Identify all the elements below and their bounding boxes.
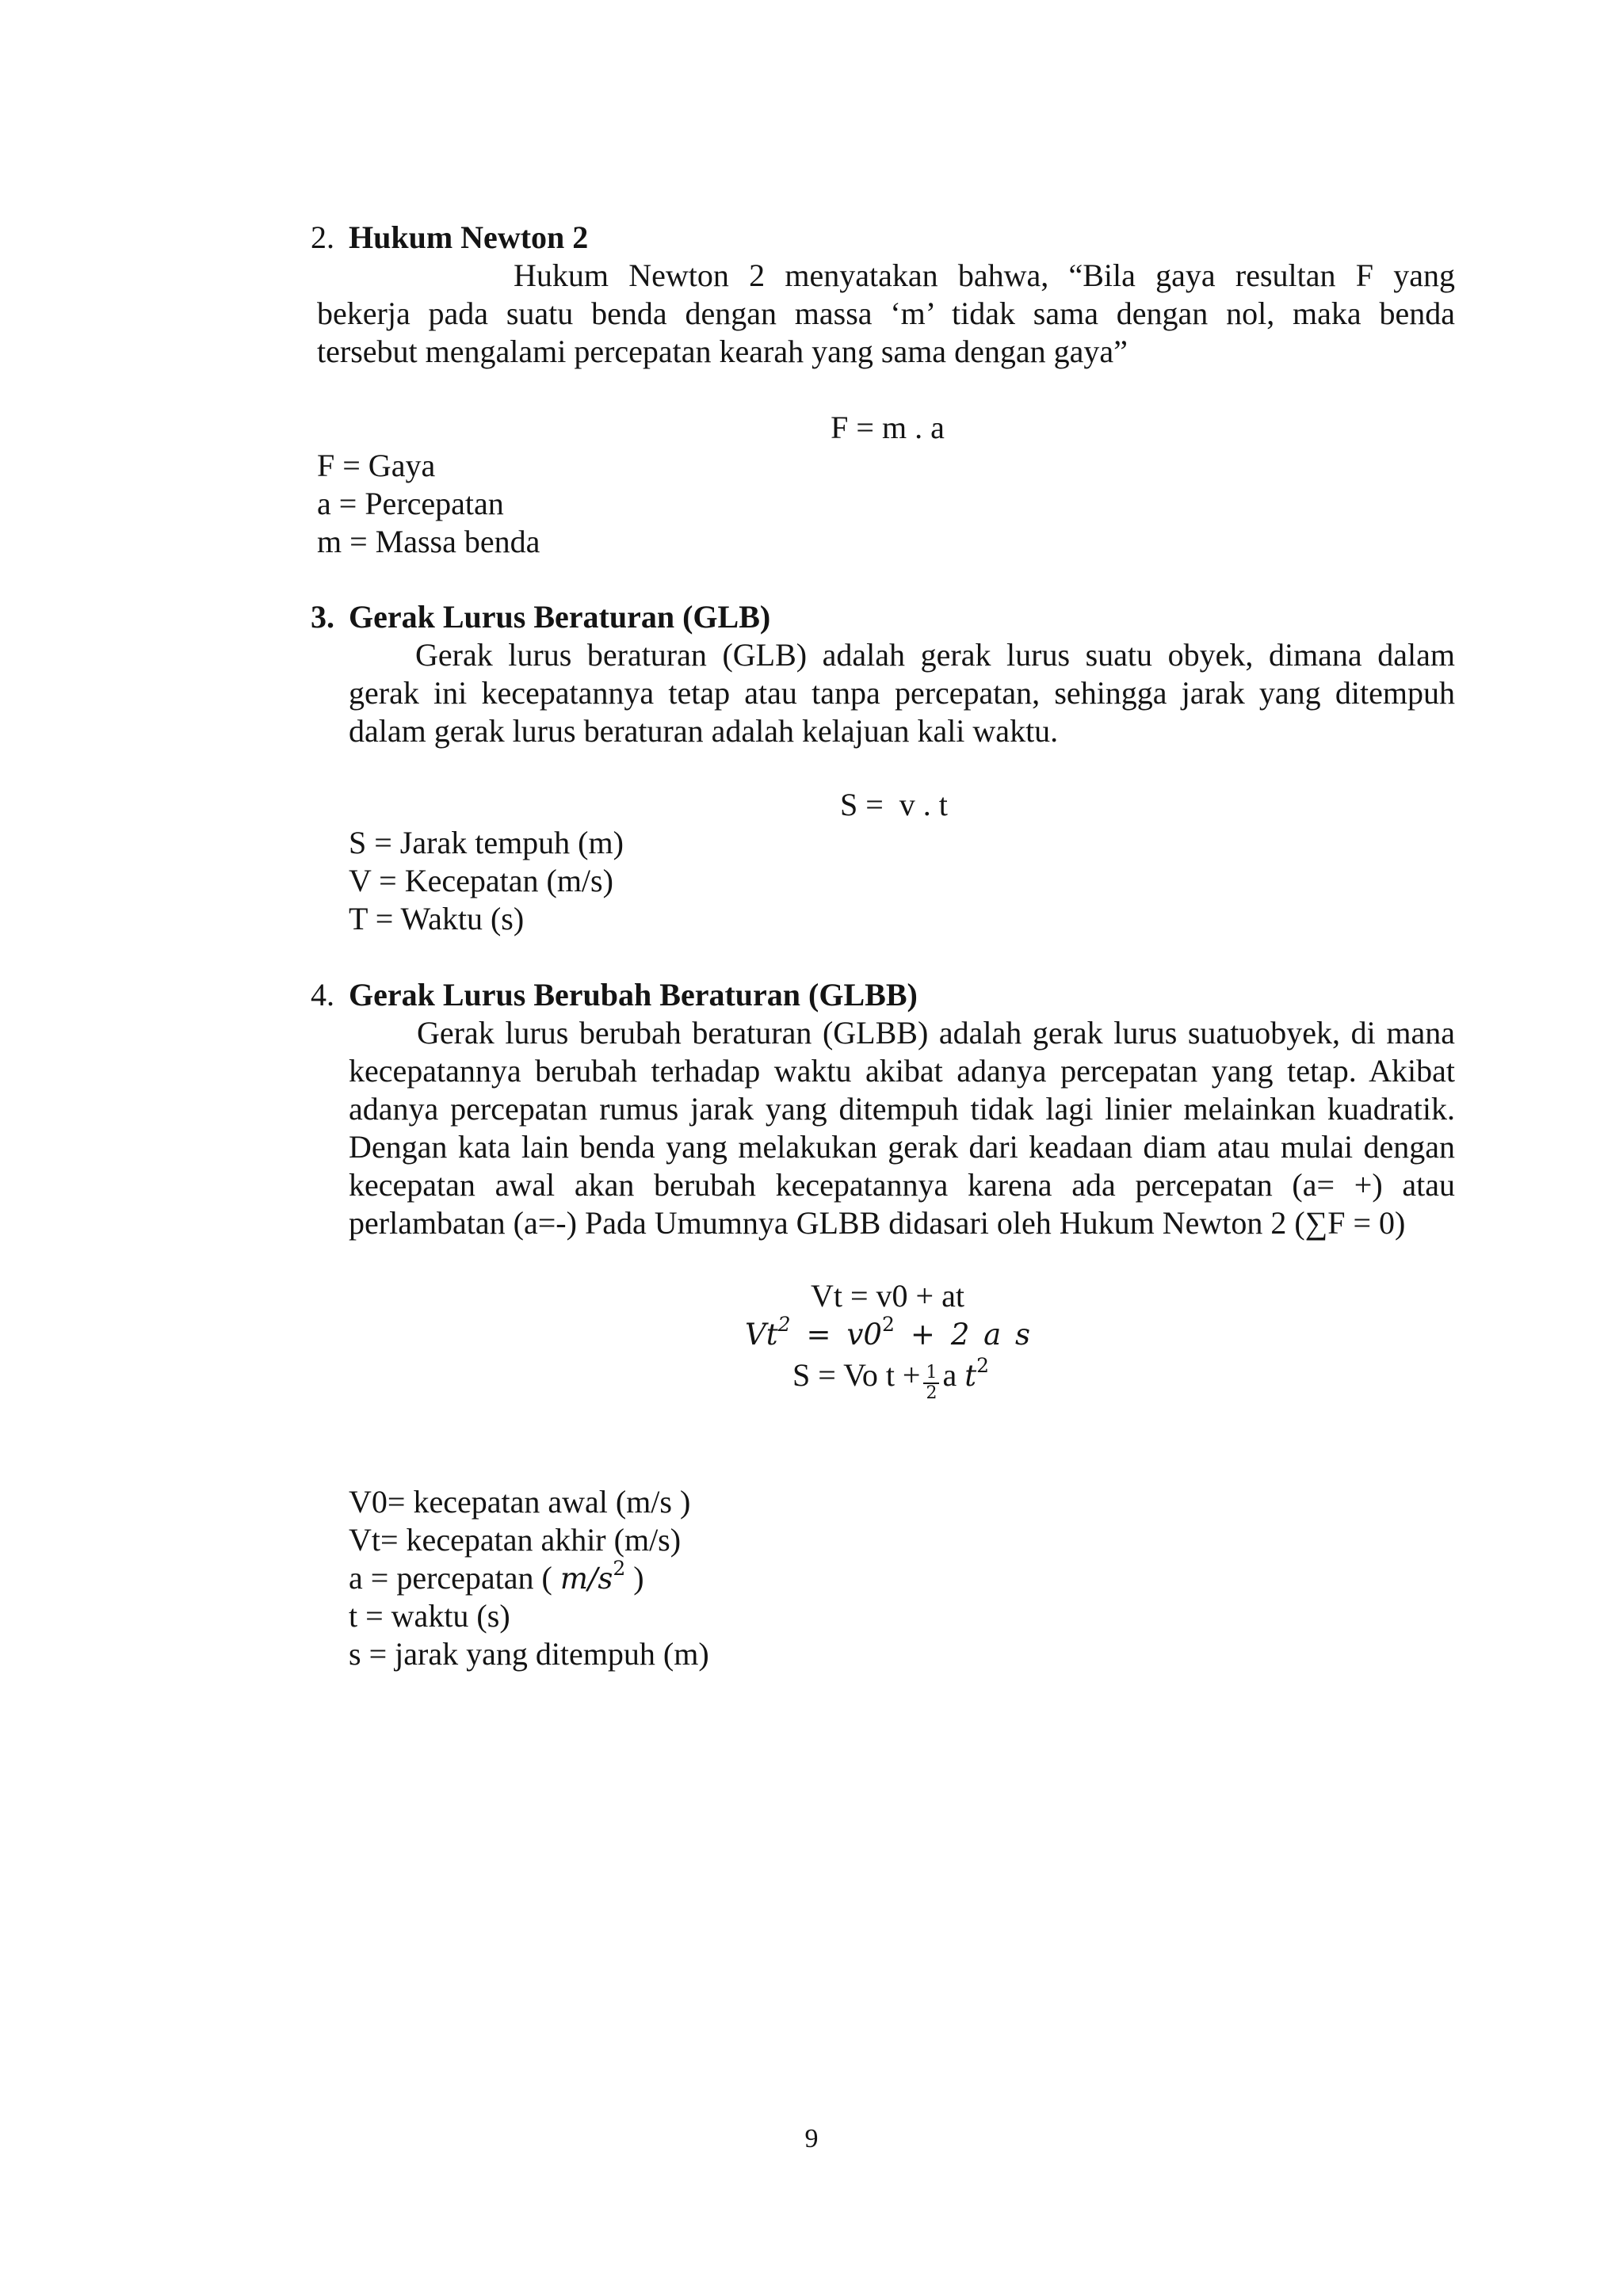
formula-newton-2: F = m . a — [831, 410, 945, 445]
formula3-t-exp: 2 — [976, 1354, 990, 1377]
section-2-line-3: tersebut mengalami percepatan kearah yang sama dengan gaya” — [317, 334, 1128, 369]
formula2-v0-exp: 2 — [881, 1313, 895, 1336]
def-accel-unit: m/s — [559, 1562, 613, 1596]
definition-vt: Vt= kecepatan akhir (m/s) — [349, 1522, 682, 1558]
section-2-heading — [311, 219, 588, 257]
formula3-t: t — [964, 1359, 977, 1393]
definition-v: V = Kecepatan (m/s) — [349, 863, 613, 898]
section-3-heading — [311, 598, 770, 636]
formula-glbb-distance — [792, 1354, 990, 1403]
formula-glbb-velocity: Vt = v0 + at — [811, 1278, 964, 1314]
definition-a: a = Percepatan — [317, 486, 504, 521]
definition-f: F = Gaya — [317, 448, 436, 483]
formula2-v0: v0 — [846, 1318, 882, 1352]
section-4-heading — [311, 976, 918, 1014]
definition-s: S = Jarak tempuh (m) — [349, 825, 624, 860]
definition-m: m = Massa benda — [317, 524, 540, 559]
section-4-line-3: adanya percepatan rumus jarak yang ditempuh tidak lagi linier melainkan kuadratik. — [349, 1091, 1455, 1127]
section-4-line-1: Gerak lurus berubah beraturan (GLBB) adalah gerak lurus suatuobyek, di mana — [417, 1015, 1455, 1051]
formula-glb: S = v . t — [840, 787, 948, 822]
page-number: 9 — [804, 2124, 819, 2153]
section-3-line-3: dalam gerak lurus beraturan adalah kelajuan kali waktu. — [349, 713, 1059, 749]
section-2-line-1: Hukum Newton 2 menyatakan bahwa, “Bila gaya resultan F yang — [514, 257, 1455, 293]
definition-t: T = Waktu (s) — [349, 901, 525, 936]
formula3-prefix: S = Vo t + — [792, 1357, 921, 1393]
section-4-line-4: Dengan kata lain benda yang melakukan gerak dari keadaan diam atau mulai dengan — [349, 1129, 1455, 1165]
formula3-a: a — [942, 1357, 957, 1393]
definition-distance: s = jarak yang ditempuh (m) — [349, 1636, 709, 1672]
section-4-line-6: perlambatan (a=-) Pada Umumnya GLBB didasari oleh Hukum Newton 2 (∑F = 0) — [349, 1205, 1406, 1241]
formula-glbb-velocity-squared — [697, 1315, 1078, 1357]
section-4-line-5: kecepatan awal akan berubah kecepatannya karena ada percepatan (a= +) atau — [349, 1167, 1455, 1203]
definition-time: t = waktu (s) — [349, 1598, 510, 1634]
section-3-line-2: gerak ini kecepatannya tetap atau tanpa percepatan, sehingga jarak yang ditempuh — [349, 675, 1455, 711]
def-accel-exp: 2 — [613, 1557, 626, 1580]
section-2-number: 2. — [311, 219, 334, 255]
section-3-number: 3. — [311, 599, 334, 635]
section-4-line-2: kecepatannya berubah terhadap waktu akibat adanya percepatan yang tetap. Akibat — [349, 1053, 1455, 1089]
formula3-fraction — [923, 1363, 939, 1403]
section-3-title: Gerak Lurus Beraturan (GLB) — [349, 599, 771, 635]
formula2-plus: + — [910, 1318, 935, 1352]
formula2-vt-exp: 2 — [777, 1313, 791, 1336]
formula2-equals: = — [806, 1318, 831, 1352]
def-accel-suffix: ) — [625, 1560, 644, 1596]
formula2-2as: 2 a s — [950, 1318, 1030, 1352]
formula2-vt: Vt — [744, 1318, 778, 1352]
section-2-line-2: bekerja pada suatu benda dengan massa ‘m’ tidak sama dengan nol, maka benda — [317, 296, 1455, 331]
section-2-title: Hukum Newton 2 — [349, 219, 589, 255]
section-3-line-1: Gerak lurus beraturan (GLB) adalah gerak lurus suatu obyek, dimana dalam — [415, 637, 1455, 673]
definition-v0: V0= kecepatan awal (m/s ) — [349, 1484, 691, 1520]
def-accel-prefix: a = percepatan ( — [349, 1560, 560, 1596]
formula3-numerator: 1 — [923, 1363, 939, 1384]
formula3-denominator: 2 — [926, 1383, 938, 1403]
section-4-title: Gerak Lurus Berubah Beraturan (GLBB) — [349, 977, 918, 1013]
definition-acceleration — [349, 1559, 644, 1601]
section-4-number: 4. — [311, 977, 334, 1013]
